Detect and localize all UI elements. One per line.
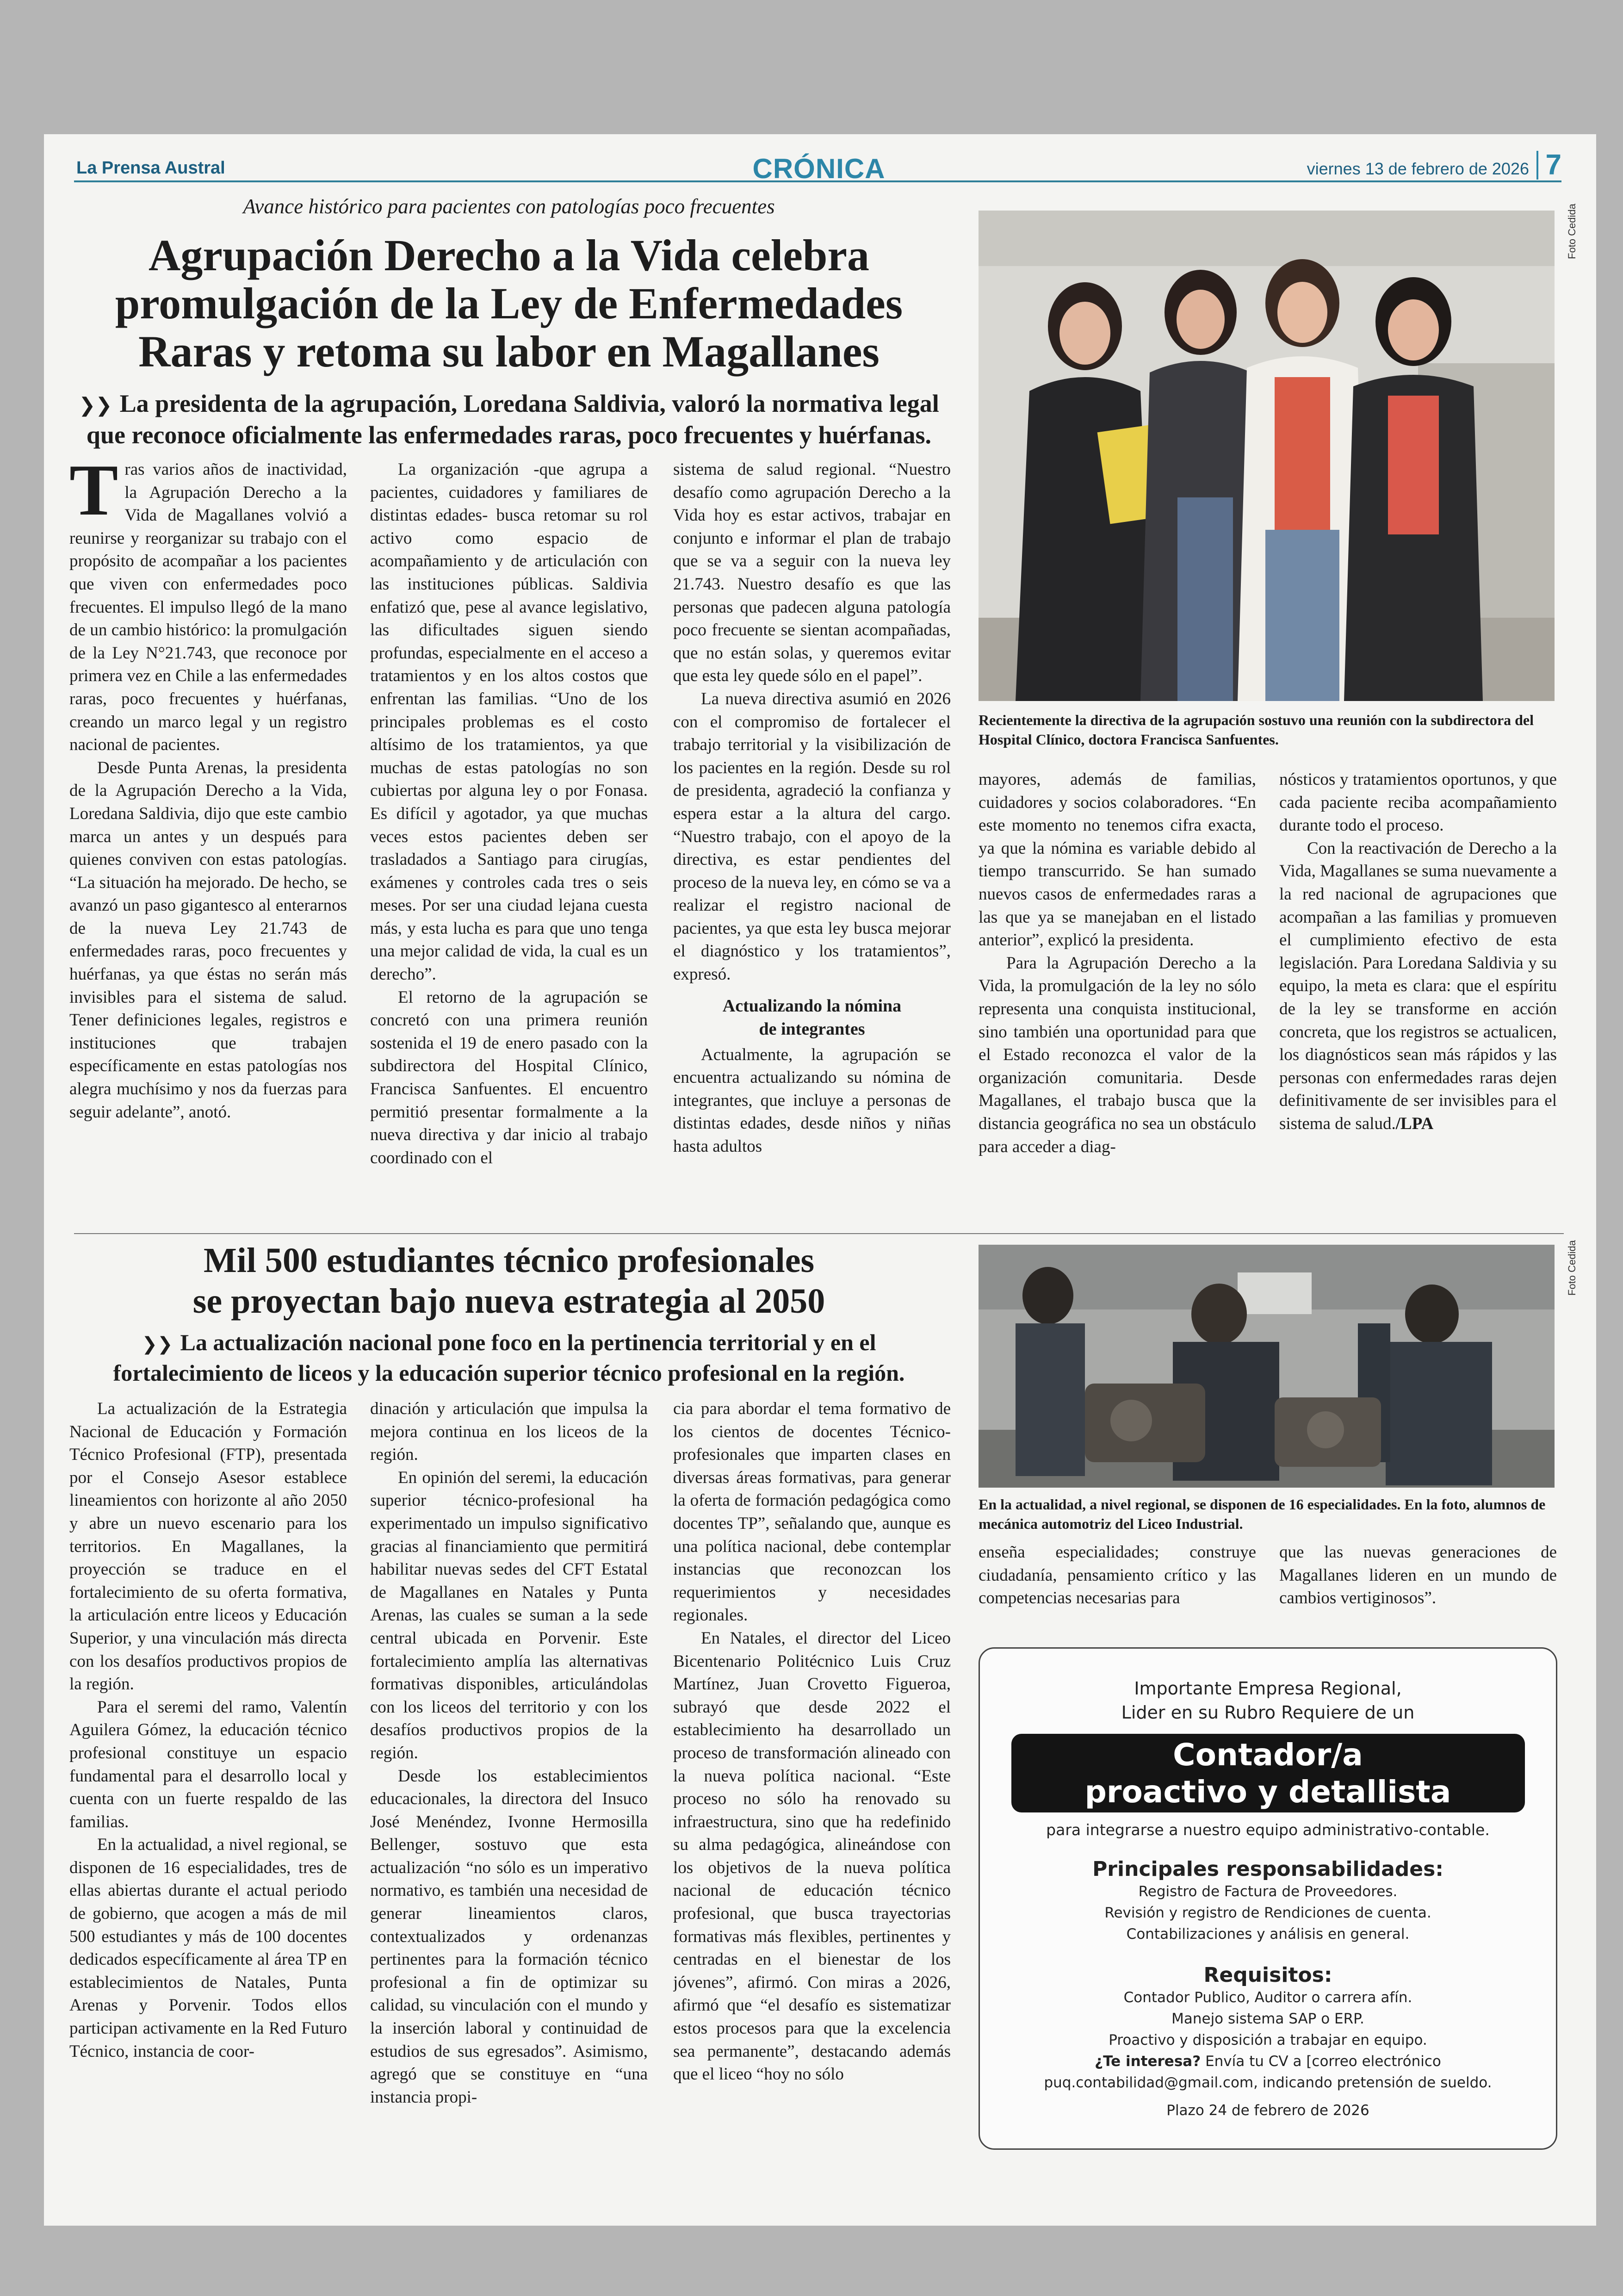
article2-caption: En la actualidad, a nivel regional, se disponen de 16 especialidades. En la foto, alumnos de mecánica automotriz del Liceo Industrial.: [979, 1496, 1546, 1532]
article2-column-4: [979, 1541, 1256, 1615]
paragraph: dinación y articulación que impulsa la mejora continua en los liceos de la región.: [370, 1399, 648, 1464]
drop-cap: T: [69, 458, 118, 531]
ad-deadline: Plazo 24 de febrero de 2026: [1166, 2102, 1369, 2119]
article1-headline: [74, 231, 944, 376]
photo-credit: Foto Cedida: [1566, 204, 1578, 259]
chevron-right-icon: ❯❯: [142, 1334, 173, 1355]
paragraph: nósticos y tratamientos oportunos, y que cada paciente reciba acompañamiento durante todo el proceso.: [1279, 770, 1557, 835]
deck-line: que reconoce oficialmente las enfermedades raras, poco frecuentes y huérfanas.: [86, 421, 932, 449]
headline-line: promulgación de la Ley de Enfermedades: [115, 279, 903, 328]
paragraph: Para la Agrupación Derecho a la Vida, la promulgación de la ley no sólo representa una conquista institucional, sino también una oportunidad para que el Estado reconozca el valor de la organización comunitaria. Desde Magallanes, el trabajo busca que la distancia geográfica no sea un obstáculo para acceder a diag-: [979, 953, 1256, 1156]
article-divider: [74, 1233, 1564, 1234]
article1-subhead: [673, 994, 951, 1041]
article1-photo: [979, 211, 1555, 701]
article2-deck: [74, 1328, 944, 1387]
article1-caption: Recientemente la directiva de la agrupación sostuvo una reunión con la subdirectora del Hospital Clínico, doctora Francisca Sanfuentes.: [979, 712, 1534, 748]
ad-requirement-item: Contador Publico, Auditor o carrera afín.: [1123, 1989, 1412, 2006]
paragraph: cia para abordar el tema formativo de los cientos de docentes Técnico-profesionales que imparten clases en diversas áreas formativas, para generar la oferta de formación pedagógica como docentes TP”, señalando que, aunque es una política nacional, debe contemplar instancias que reconozcan los requerimientos y necesidades regionales.: [673, 1399, 951, 1625]
headline-line: Raras y retoma su labor en Magallanes: [138, 327, 880, 376]
deck-line: La actualización nacional pone foco en la pertinencia territorial y en el: [180, 1329, 876, 1355]
paragraph: que las nuevas generaciones de Magallanes lideren en un mundo de cambios vertiginosos”.: [1279, 1543, 1557, 1608]
ad-requirement-item: Manejo sistema SAP o ERP.: [1171, 2011, 1364, 2027]
chevron-right-icon: ❯❯: [79, 394, 112, 417]
ad-requirement-item: Proactivo y disposición a trabajar en equipo.: [1109, 2032, 1427, 2048]
article2-photo: [979, 1245, 1555, 1488]
article2-column-3: [673, 1397, 951, 2161]
paragraph: En la actualidad, a nivel regional, se disponen de 16 especialidades, tres de ellas abiertas durante el actual periodo de gobierno, que acogen a más de mil 500 estudiantes y más de 100 docentes dedicados específicamente al área TP en establecimientos de Natales, Punta Arenas y Porvenir. Todos ellos participan activamente en la Red Futuro Técnico, instancia de coor-: [69, 1835, 347, 2061]
ad-requirements-title: Requisitos:: [1203, 1963, 1332, 1987]
subhead-line: Actualizando la nómina: [722, 996, 902, 1016]
page-header: [74, 149, 1561, 184]
ad-title-line: Contador/a: [1173, 1737, 1363, 1773]
article2-column-1: [69, 1397, 347, 2161]
signoff: /LPA: [1395, 1114, 1434, 1133]
deck-line: fortalecimiento de liceos y la educación superior técnico profesional en la región.: [113, 1360, 905, 1386]
paragraph: Para el seremi del ramo, Valentín Aguilera Gómez, la educación técnico profesional constituye un espacio fundamental para el desarrollo local y cuenta con un fuerte respaldo de las familias.: [69, 1697, 347, 1831]
ad-responsibilities-title: Principales responsabilidades:: [1092, 1857, 1443, 1881]
workshop-photo-illustration: [979, 1245, 1555, 1488]
ad-responsibility-item: Contabilizaciones y análisis en general.: [1126, 1926, 1410, 1942]
subhead-line: de integrantes: [759, 1019, 865, 1039]
ad-intro: [980, 1676, 1556, 1725]
paragraph: sistema de salud regional. “Nuestro desafío como agrupación Derecho a la Vida hoy es estar activos, trabajar en conjunto e informar el plan de trabajo que se va a seguir con la nueva ley 21.743. Nuestro desafío es que las personas que padecen alguna patología poco frecuente se sientan acompañadas, que no están solas, y queremos evitar que esta ley quede sólo en el papel”.: [673, 460, 951, 686]
article1-column-2: [370, 458, 648, 1226]
paragraph: Actualmente, la agrupación se encuentra actualizando su nómina de integrantes, que incluye a personas de distintas edades, desde niños y niñas hasta adultos: [673, 1045, 951, 1156]
paragraph: La organización -que agrupa a pacientes, cuidadores y familiares de distintas edades- busca retomar su rol activo como espacio de acompañamiento y de articulación con las instituciones públicas. Saldivia enfatizó que, pese al avance legislativo, las dificultades siguen siendo profundas, especialmente en el acceso a tratamientos y en los altos costos que enfrentan las familias. “Uno de los principales problemas es el costo altísimo de los tratamientos, ya que muchas de estas patologías no son cubiertas por alguna ley o por Fonasa. Es difícil y agotador, ya que muchas veces estos pacientes deben ser trasladados a Santiago para cirugías, exámenes y controles cada tres o seis meses. Por ser una ciudad lejana cuesta más, y esta lucha es para que uno tenga una mejor calidad de vida, la cual es un derecho”.: [370, 460, 648, 984]
article1-column-1: [69, 458, 347, 1226]
paragraph: La actualización de la Estrategia Nacional de Educación y Formación Técnico Profesional (FTP), presentada por el Consejo Asesor establece lineamientos con horizonte al año 2050 y abre un nuevo escenario para los territorios. En Magallanes, la proyección se traduce en el fortalecimiento de su oferta formativa, la articulación entre liceos y Educación Superior, y una vinculación más directa con los desafíos productivos propios de la región.: [69, 1399, 347, 1694]
ad-responsibility-item: Revisión y registro de Rendiciones de cuenta.: [1104, 1905, 1431, 1921]
paragraph: ras varios años de inactividad, la Agrupación Derecho a la Vida de Magallanes volvió a reunirse y reorganizar su trabajo con el propósito de acompañar a los pacientes que viven con enfermedades poco frecuentes. El impulso llegó de la mano de un cambio histórico: la promulgación de la Ley N°21.743, que reconoce por primera vez en Chile a las enfermedades raras, poco frecuentes y huérfanas, creando un marco legal y un registro nacional de pacientes.: [69, 460, 347, 755]
ad-intro-line: Importante Empresa Regional,: [1134, 1678, 1402, 1699]
paragraph: La nueva directiva asumió en 2026 con el compromiso de fortalecer el trabajo territorial y la visibilización de los pacientes en la región. Desde su rol de presidenta, agradeció la confianza y espera estar a la altura del cargo. “Nuestro trabajo, con el apoyo de la directiva, es estar pendientes del proceso de la nueva ley, en cómo se va a realizar el registro nacional de pacientes, ya que esta ley busca mejorar el diagnóstico y los tratamientos”, expresó.: [673, 689, 951, 984]
article2-column-2: [370, 1397, 648, 2161]
paragraph: Con la reactivación de Derecho a la Vida, Magallanes se suma nuevamente a la red nacional de agrupaciones que acompañan a las familias y promueven el cumplimiento efectivo de esta legislación. Para Loredana Saldivia y su equipo, la meta es clara: que el espíritu de la ley se transforme en acción concreta, que los registros se actualicen, los diagnósticos sean más rápidos y las personas con enfermedades raras dejen definitivamente de ser invisibles para el sistema de salud.: [1279, 838, 1557, 1133]
article1-deck: [74, 389, 944, 450]
headline-line: Agrupación Derecho a la Vida celebra: [148, 230, 870, 280]
paragraph: enseña especialidades; construye ciudadanía, pensamiento crítico y las competencias necesarias para: [979, 1543, 1256, 1608]
photo-credit: Foto Cedida: [1566, 1240, 1578, 1296]
masthead-brand: La Prensa Austral: [76, 158, 225, 178]
ad-title-line: proactivo y detallista: [1084, 1774, 1451, 1810]
article1-column-5: [1279, 768, 1557, 1226]
page-date: viernes 13 de febrero de 2026: [1307, 159, 1529, 178]
headline-line: Mil 500 estudiantes técnico profesionales: [203, 1241, 815, 1280]
article1-kicker: Avance histórico para pacientes con patologías poco frecuentes: [243, 195, 775, 218]
page-number: 7: [1536, 151, 1561, 180]
ad-call-to-action: [980, 2051, 1556, 2072]
section-title: CRÓNICA: [752, 153, 886, 184]
article1-column-4: [979, 768, 1256, 1226]
paragraph: En opinión del seremi, la educación superior técnico-profesional ha experimentado un impulso significativo gracias al financiamiento que permitirá habilitar nuevas sedes del CFT Estatal de Magallanes en Natales y Punta Arenas, las cuales se suman a la sede central ubicada en Porvenir. Este fortalecimiento amplía las alternativas formativas disponibles, articulándolas con los liceos del territorio y con los desafíos productivos propios de la región.: [370, 1468, 648, 1762]
ad-cta-bold: ¿Te interesa?: [1095, 2053, 1201, 2070]
job-advertisement: [979, 1647, 1557, 2150]
paragraph: El retorno de la agrupación se concretó con una primera reunión sostenida el 19 de enero pasado con la subdirectora del Hospital Clínico, Francisca Sanfuentes. El encuentro permitió presentar formalmente a la nueva directiva y dar inicio al trabajo coordinado con el: [370, 987, 648, 1167]
article2-headline: [74, 1240, 944, 1322]
paragraph: Desde los establecimientos educacionales, la directora del Insuco José Menéndez, Ivonne Hermosilla Bellenger, sostuvo que esta actualización “no sólo es un imperativo normativo, es también una necesidad de generar lineamientos claros, contextualizados y ordenanzas pertinentes para la formación técnico profesional a fin de optimizar su calidad, su vinculación con el mundo y la inserción laboral y continuidad de estudios de sus egresados”. Asimismo, agregó que se constituye en “una instancia propi-: [370, 1766, 648, 2107]
paragraph: Desde Punta Arenas, la presidenta de la Agrupación Derecho a la Vida, Loredana Saldivia, dijo que este cambio marca un antes y un después para quienes conviven con estas patologías. “La situación ha mejorado. De hecho, se avanzó un paso gigantesco al enterarnos de la nueva Ley 21.743 de enfermedades raras, poco frecuentes y huérfanas, ya que éstas no serán más invisibles para el sistema de salud. Tener definiciones legales, registros e instituciones que trabajen específicamente en estas patologías nos alegra muchísimo y nos da fuerzas para seguir adelante”, anotó.: [69, 758, 347, 1122]
ad-responsibility-item: Registro de Factura de Proveedores.: [1138, 1883, 1398, 1900]
paragraph: En Natales, el director del Liceo Bicentenario Politécnico Luis Cruz Martínez, Juan Crovetto Figueroa, subrayó que desde 2022 el establecimiento ha desarrollado un proceso de transformación alineado con la nueva política nacional. “Este proceso no sólo ha renovado su infraestructura, sino que ha redefinido su alma pedagógica, alineándose con los objetivos de la nueva política nacional de educación técnico profesional, que busca trayectorias formativas más flexibles, pertinentes y centradas en el bienestar de los jóvenes”, afirmó. Con miras a 2026, afirmó que “el desafío es sistematizar estos procesos para que la excelencia sea permanente”, destacando además que el liceo “hoy no sólo: [673, 1628, 951, 2084]
article2-column-5: [1279, 1541, 1557, 1615]
deck-line: La presidenta de la agrupación, Loredana Saldivia, valoró la normativa legal: [119, 390, 939, 417]
ad-subtitle: para integrarse a nuestro equipo administrativo-contable.: [1046, 1821, 1490, 1839]
headline-line: se proyectan bajo nueva estrategia al 2050: [192, 1282, 825, 1321]
ad-email-line: puq.contabilidad@gmail.com, indicando pretensión de sueldo.: [1044, 2074, 1492, 2091]
article1-column-3: [673, 458, 951, 1226]
ad-title-box: [1011, 1734, 1525, 1812]
group-photo-illustration: [979, 211, 1555, 701]
ad-cta-text: Envía tu CV a [correo electrónico: [1205, 2053, 1441, 2070]
ad-intro-line: Lider en su Rubro Requiere de un: [1121, 1702, 1415, 1723]
paragraph: mayores, además de familias, cuidadores y socios colaboradores. “En este momento no tenemos cifra exacta, ya que la nómina es variable debido al tiempo transcurrido. Se han sumado nuevos casos de enfermedades raras a las que ya se manejaban en el listado anterior”, explicó la presidenta.: [979, 770, 1256, 950]
